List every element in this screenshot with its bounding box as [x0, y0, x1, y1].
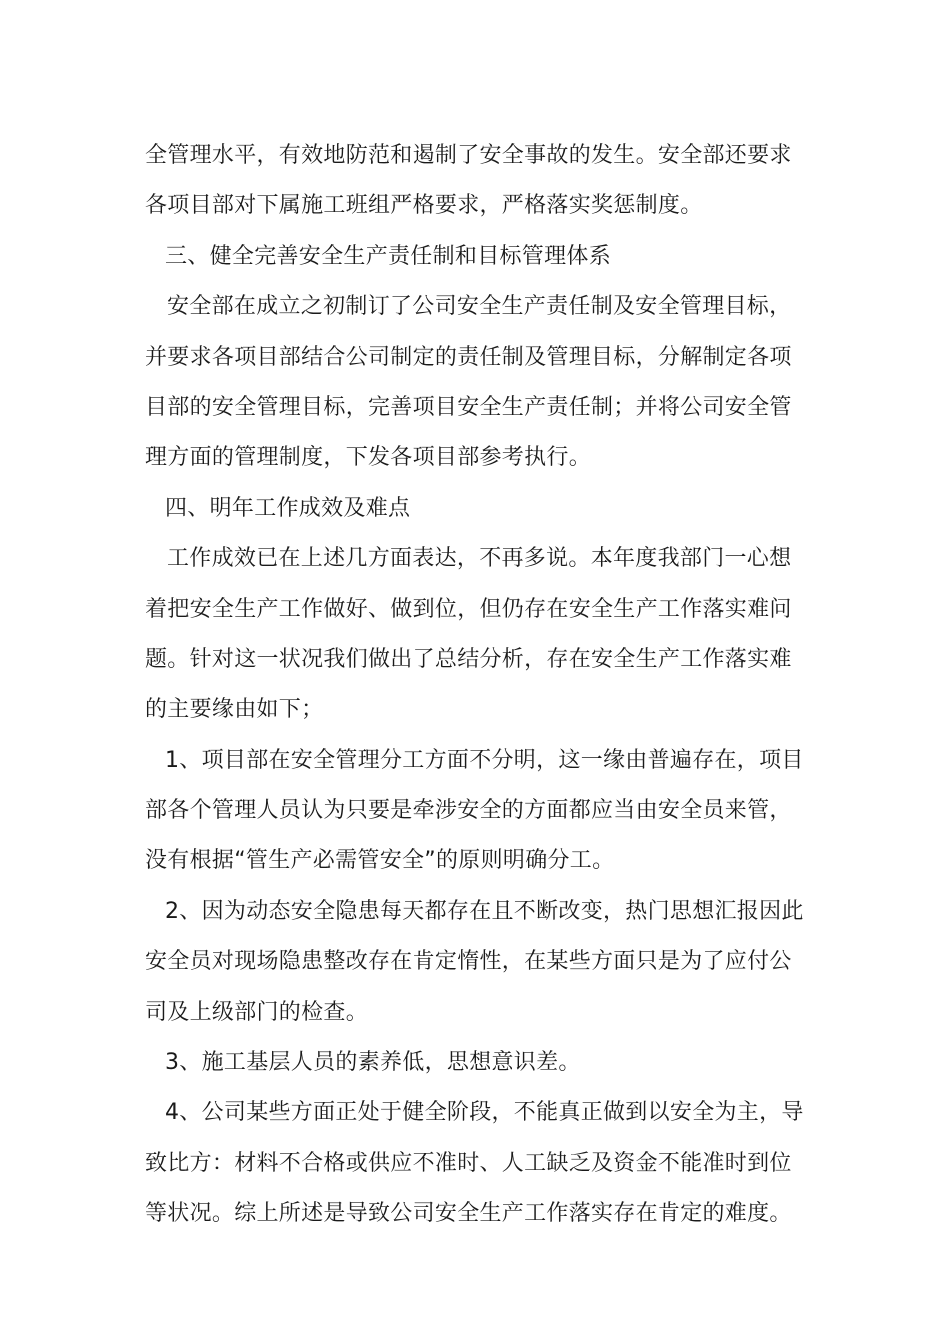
text-line: 工作成效已在上述几方面表达，不再多说。本年度我部门一心想	[167, 546, 792, 572]
text-line: 理方面的管理制度，下发各项目部参考执行。	[145, 445, 592, 471]
text-line: 司及上级部门的检查。	[145, 999, 369, 1025]
list-paragraph	[145, 1038, 810, 1088]
text-line: 全管理水平，有效地防范和遏制了安全事故的发生。安全部还要求	[145, 143, 792, 168]
paragraph	[145, 131, 810, 232]
heading-line: 三、健全完善安全生产责任制和目标管理体系	[165, 243, 612, 269]
text-line: 安全员对现场隐患整改存在肯定惰性，在某些方面只是为了应付公	[145, 949, 792, 975]
heading-line: 四、明年工作成效及难点	[165, 495, 411, 521]
paragraph	[145, 282, 810, 484]
text-line: 并要求各项目部结合公司制定的责任制及管理目标，分解制定各项	[145, 344, 792, 370]
text-line: 目部的安全管理目标，完善项目安全生产责任制；并将公司安全管	[145, 394, 792, 420]
text-line: 着把安全生产工作做好、做到位，但仍存在安全生产工作落实难问	[145, 596, 792, 622]
text-line: 2、因为动态安全隐患每天都存在且不断改变，热门思想汇报因此	[165, 898, 804, 924]
list-paragraph	[145, 1088, 810, 1239]
paragraph	[145, 534, 810, 736]
text-line: 题。针对这一状况我们做出了总结分析，存在安全生产工作落实难	[145, 646, 792, 672]
list-paragraph	[145, 887, 810, 1038]
list-paragraph	[145, 736, 810, 887]
section-heading	[145, 232, 810, 282]
text-line: 等状况。综上所述是导致公司安全生产工作落实存在肯定的难度。	[145, 1201, 792, 1227]
text-line: 的主要缘由如下；	[145, 697, 324, 723]
text-line: 安全部在成立之初制订了公司安全生产责任制及安全管理目标，	[167, 294, 792, 320]
text-line: 致比方：材料不合格或供应不准时、人工缺乏及资金不能准时到位	[145, 1150, 792, 1176]
text-line: 各项目部对下属施工班组严格要求，严格落实奖惩制度。	[145, 193, 703, 219]
text-line: 没有根据“管生产必需管安全”的原则明确分工。	[145, 848, 615, 874]
document-body	[145, 131, 810, 1240]
text-line: 4、公司某些方面正处于健全阶段，不能真正做到以安全为主，导	[165, 1100, 804, 1126]
text-line: 部各个管理人员认为只要是牵涉安全的方面都应当由安全员来管，	[145, 798, 792, 824]
text-line: 1、项目部在安全管理分工方面不分明，这一缘由普遍存在，项目	[165, 747, 804, 773]
section-heading	[145, 484, 810, 534]
text-line: 3、施工基层人员的素养低，思想意识差。	[165, 1050, 581, 1076]
